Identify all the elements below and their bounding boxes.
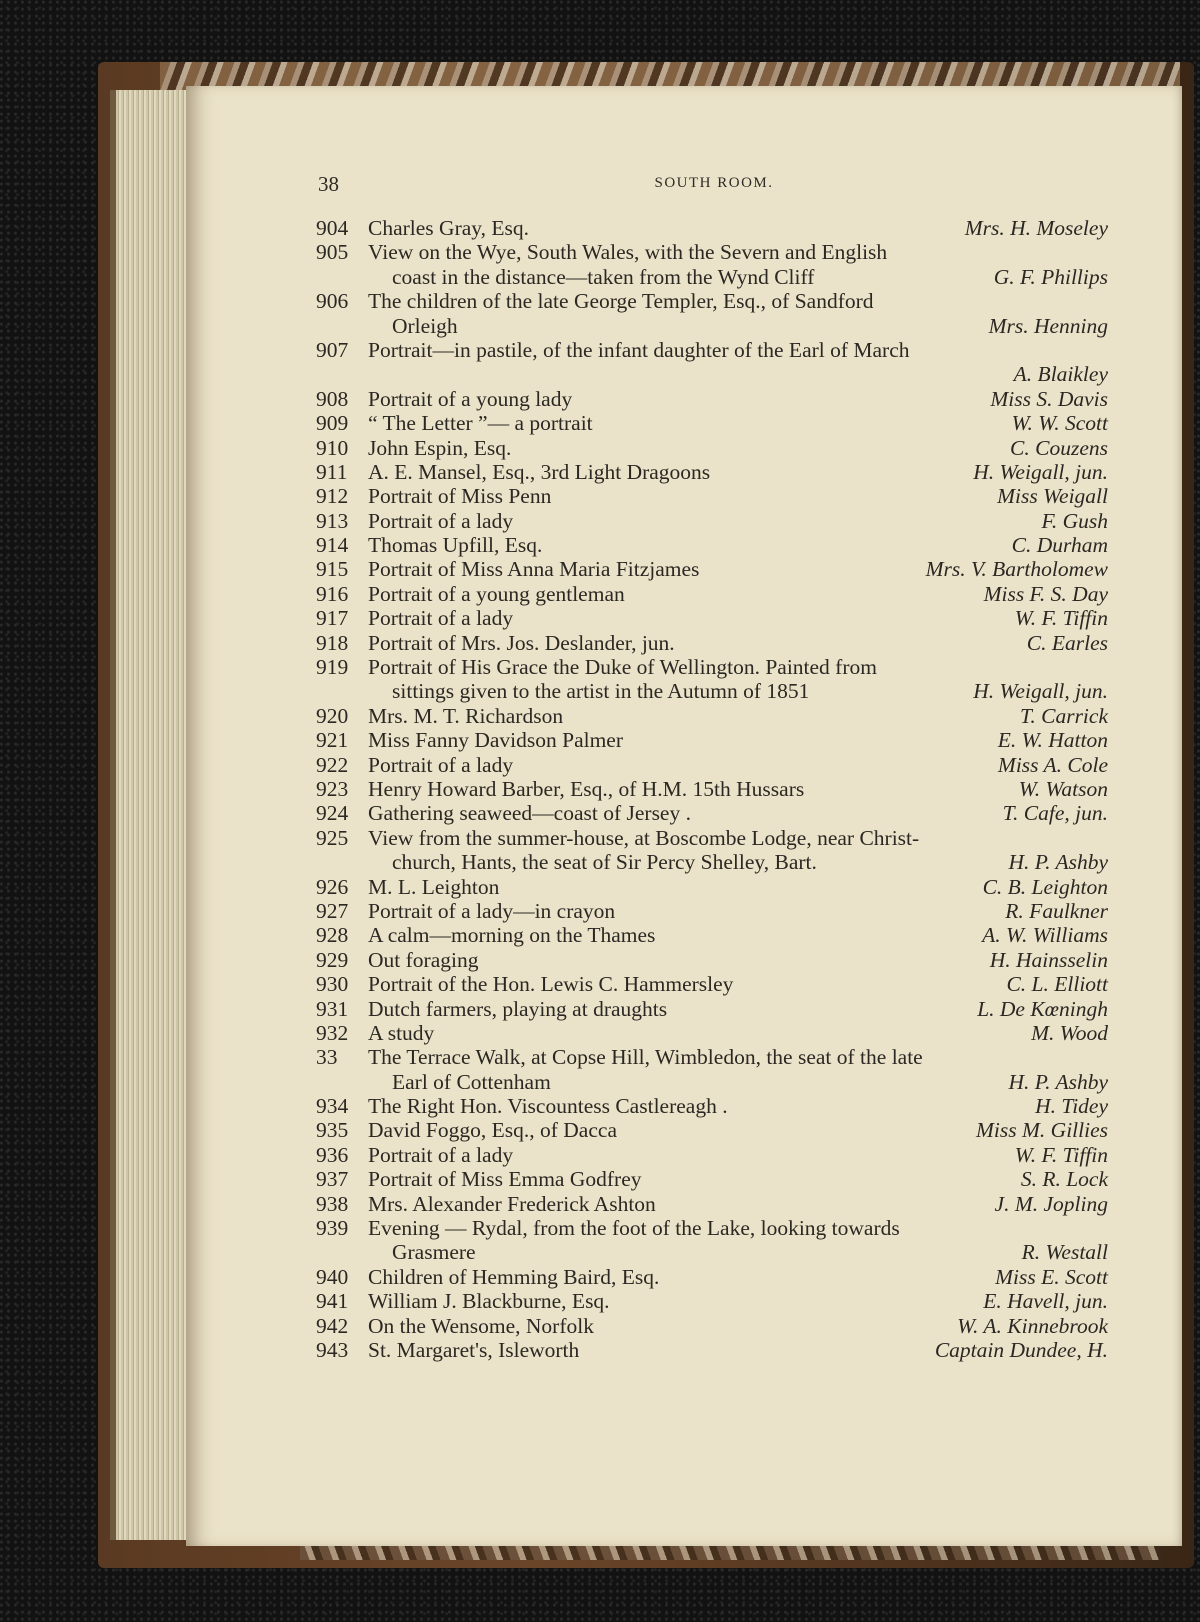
entry-line bbox=[316, 801, 1108, 825]
entry-title: Portrait of Miss Penn bbox=[368, 484, 552, 509]
entry-artist: F. Gush bbox=[1041, 508, 1108, 533]
entry-title: The Terrace Walk, at Copse Hill, Wimbledon, the seat of the late bbox=[368, 1045, 923, 1070]
entry-title: John Espin, Esq. bbox=[368, 435, 512, 460]
entry-number: 927 bbox=[316, 898, 349, 923]
entry-artist: W. F. Tiffin bbox=[1014, 606, 1108, 631]
entry-artist: Miss S. Davis bbox=[990, 386, 1108, 411]
entry-number: 917 bbox=[316, 606, 349, 631]
entry-line bbox=[316, 265, 1108, 289]
entry-number: 33 bbox=[316, 1045, 338, 1070]
entry-artist: H. Tidey bbox=[1035, 1094, 1108, 1119]
entry-number: 934 bbox=[316, 1094, 349, 1119]
entry-line bbox=[316, 1070, 1108, 1094]
entry-number: 915 bbox=[316, 557, 349, 582]
entry-line bbox=[316, 216, 1108, 240]
entry-line bbox=[316, 655, 1108, 679]
entry-artist: Mrs. Henning bbox=[988, 313, 1108, 338]
entry-number: 907 bbox=[316, 337, 349, 362]
entry-number: 909 bbox=[316, 411, 349, 436]
entry-title: Mrs. M. T. Richardson bbox=[368, 703, 564, 728]
entry-artist: L. De Kœningh bbox=[977, 996, 1108, 1021]
entry-line bbox=[316, 582, 1108, 606]
entry-line bbox=[316, 875, 1108, 899]
entry-title: The Right Hon. Viscountess Castlereagh . bbox=[368, 1094, 728, 1119]
entry-number: 911 bbox=[316, 459, 348, 484]
entry-title: A. E. Mansel, Esq., 3rd Light Dragoons bbox=[368, 459, 711, 484]
entry-number: 925 bbox=[316, 825, 349, 850]
entry-number: 921 bbox=[316, 728, 349, 753]
page-edges bbox=[110, 90, 194, 1540]
entry-artist: E. W. Hatton bbox=[997, 728, 1108, 753]
entry-number: 926 bbox=[316, 874, 349, 899]
entry-title: Portrait of the Hon. Lewis C. Hammersley bbox=[368, 972, 734, 997]
entry-title: coast in the distance—taken from the Wynd Cliff bbox=[392, 264, 815, 289]
entry-title: Portrait of a lady bbox=[368, 606, 514, 631]
entry-artist: W. F. Tiffin bbox=[1014, 1142, 1108, 1167]
entry-artist: W. W. Scott bbox=[1011, 411, 1108, 436]
entry-title: Portrait of a young gentleman bbox=[368, 581, 625, 606]
entry-artist: Captain Dundee, H. bbox=[934, 1337, 1108, 1362]
entry-line bbox=[316, 460, 1108, 484]
entry-line bbox=[316, 826, 1108, 850]
entry-artist: C. L. Elliott bbox=[1006, 972, 1108, 997]
entry-line bbox=[316, 1289, 1108, 1313]
entry-artist: T. Cafe, jun. bbox=[1002, 801, 1108, 826]
entry-title: Portrait of a lady bbox=[368, 508, 514, 533]
entry-title: A calm—morning on the Thames bbox=[368, 923, 656, 948]
entry-artist: G. F. Phillips bbox=[993, 264, 1108, 289]
entry-number: 906 bbox=[316, 289, 349, 314]
entry-artist: Miss E. Scott bbox=[995, 1264, 1108, 1289]
entry-title: Portrait of Miss Anna Maria Fitzjames bbox=[368, 557, 700, 582]
entry-title: Portrait of a lady—in crayon bbox=[368, 898, 616, 923]
entry-line bbox=[316, 1143, 1108, 1167]
entry-line bbox=[316, 631, 1108, 655]
entry-number: 941 bbox=[316, 1289, 349, 1314]
entry-number: 930 bbox=[316, 972, 349, 997]
entry-artist: W. Watson bbox=[1018, 776, 1108, 801]
entry-line bbox=[316, 850, 1108, 874]
entry-line bbox=[316, 509, 1108, 533]
entry-line bbox=[316, 411, 1108, 435]
entry-artist: Miss M. Gillies bbox=[976, 1118, 1108, 1143]
entry-title: Portrait—in pastile, of the infant daughter of the Earl of March bbox=[368, 337, 910, 362]
entry-title: Portrait of a lady bbox=[368, 1142, 514, 1167]
entry-title: Evening — Rydal, from the foot of the Lake, looking towards bbox=[368, 1216, 900, 1241]
entry-title: Grasmere bbox=[392, 1240, 476, 1265]
entry-line bbox=[316, 1216, 1108, 1240]
entry-number: 931 bbox=[316, 996, 349, 1021]
catalogue-entries bbox=[316, 216, 1108, 1362]
entry-line bbox=[316, 1240, 1108, 1264]
entry-line bbox=[316, 362, 1108, 386]
entry-line bbox=[316, 606, 1108, 630]
entry-title: Miss Fanny Davidson Palmer bbox=[368, 728, 624, 753]
entry-title: Dutch farmers, playing at draughts bbox=[368, 996, 668, 1021]
entry-number: 913 bbox=[316, 508, 349, 533]
entry-line bbox=[316, 387, 1108, 411]
entry-artist: J. M. Jopling bbox=[994, 1191, 1108, 1216]
entry-title: Out foraging bbox=[368, 947, 479, 972]
entry-number: 942 bbox=[316, 1313, 349, 1338]
entry-line bbox=[316, 1314, 1108, 1338]
entry-line bbox=[316, 1094, 1108, 1118]
entry-number: 922 bbox=[316, 752, 349, 777]
entry-artist: Mrs. H. Moseley bbox=[964, 216, 1108, 240]
entry-artist: R. Faulkner bbox=[1005, 898, 1108, 923]
entry-title: M. L. Leighton bbox=[368, 874, 500, 899]
entry-number: 939 bbox=[316, 1216, 349, 1241]
entry-line bbox=[316, 1021, 1108, 1045]
entry-number: 905 bbox=[316, 240, 349, 265]
entry-line bbox=[316, 704, 1108, 728]
entry-artist: H. P. Ashby bbox=[1008, 1069, 1108, 1094]
entry-line bbox=[316, 289, 1108, 313]
entry-number: 943 bbox=[316, 1337, 349, 1362]
entry-title: Portrait of Mrs. Jos. Deslander, jun. bbox=[368, 630, 675, 655]
entry-artist: R. Westall bbox=[1021, 1240, 1108, 1265]
entry-title: church, Hants, the seat of Sir Percy Shelley, Bart. bbox=[392, 850, 817, 875]
entry-artist: H. Hainsselin bbox=[989, 947, 1108, 972]
entry-artist: C. Durham bbox=[1011, 533, 1108, 558]
entry-title: Portrait of a young lady bbox=[368, 386, 573, 411]
entry-line bbox=[316, 1118, 1108, 1142]
entry-line bbox=[316, 728, 1108, 752]
entry-number: 929 bbox=[316, 947, 349, 972]
entry-artist: H. P. Ashby bbox=[1008, 850, 1108, 875]
entry-artist: Mrs. V. Bartholomew bbox=[925, 557, 1108, 582]
entry-title: Portrait of Miss Emma Godfrey bbox=[368, 1167, 642, 1192]
entry-title: William J. Blackburne, Esq. bbox=[368, 1289, 610, 1314]
entry-number: 918 bbox=[316, 630, 349, 655]
entry-number: 916 bbox=[316, 581, 349, 606]
entry-line bbox=[316, 533, 1108, 557]
entry-title: View on the Wye, South Wales, with the Severn and English bbox=[368, 240, 888, 265]
entry-number: 936 bbox=[316, 1142, 349, 1167]
entry-line bbox=[316, 314, 1108, 338]
entry-line bbox=[316, 753, 1108, 777]
entry-line bbox=[316, 1045, 1108, 1069]
entry-line bbox=[316, 484, 1108, 508]
entry-number: 937 bbox=[316, 1167, 349, 1192]
entry-number: 908 bbox=[316, 386, 349, 411]
entry-title: On the Wensome, Norfolk bbox=[368, 1313, 594, 1338]
entry-artist: Miss F. S. Day bbox=[983, 581, 1108, 606]
entry-artist: H. Weigall, jun. bbox=[973, 679, 1108, 704]
entry-number: 904 bbox=[316, 216, 349, 240]
entry-artist: Miss A. Cole bbox=[997, 752, 1108, 777]
entry-line bbox=[316, 923, 1108, 947]
entry-title: A study bbox=[368, 1020, 435, 1045]
entry-line bbox=[316, 240, 1108, 264]
entry-artist: C. Couzens bbox=[1010, 435, 1108, 460]
entry-line bbox=[316, 899, 1108, 923]
entry-artist: C. Earles bbox=[1026, 630, 1108, 655]
entry-number: 938 bbox=[316, 1191, 349, 1216]
entry-title: “ The Letter ”— a portrait bbox=[368, 411, 593, 436]
entry-title: St. Margaret's, Isleworth bbox=[368, 1337, 580, 1362]
page-number: 38 bbox=[318, 172, 339, 196]
entry-title: sittings given to the artist in the Autumn of 1851 bbox=[392, 679, 810, 704]
entry-title: David Foggo, Esq., of Dacca bbox=[368, 1118, 617, 1143]
entry-title: Thomas Upfill, Esq. bbox=[368, 533, 543, 558]
entry-line bbox=[316, 948, 1108, 972]
running-head: SOUTH ROOM. bbox=[654, 175, 774, 191]
entry-number: 910 bbox=[316, 435, 349, 460]
entry-line bbox=[316, 1338, 1108, 1362]
entry-line bbox=[316, 338, 1108, 362]
entry-number: 940 bbox=[316, 1264, 349, 1289]
entry-title: View from the summer-house, at Boscombe Lodge, near Christ- bbox=[368, 825, 920, 850]
entry-artist: H. Weigall, jun. bbox=[973, 459, 1108, 484]
entry-title: Charles Gray, Esq. bbox=[368, 216, 530, 240]
entry-artist: M. Wood bbox=[1031, 1020, 1108, 1045]
entry-number: 912 bbox=[316, 484, 349, 509]
entry-number: 919 bbox=[316, 655, 349, 680]
entry-artist: C. B. Leighton bbox=[982, 874, 1108, 899]
entry-title: Portrait of His Grace the Duke of Wellington. Painted from bbox=[368, 655, 877, 680]
entry-title: Gathering seaweed—coast of Jersey . bbox=[368, 801, 691, 826]
entry-number: 932 bbox=[316, 1020, 349, 1045]
entry-number: 920 bbox=[316, 703, 349, 728]
entry-artist: T. Carrick bbox=[1020, 703, 1108, 728]
entry-line bbox=[316, 972, 1108, 996]
entry-line bbox=[316, 777, 1108, 801]
entry-title: Mrs. Alexander Frederick Ashton bbox=[368, 1191, 656, 1216]
entry-line bbox=[316, 1265, 1108, 1289]
entry-artist: A. Blaikley bbox=[1013, 362, 1108, 387]
entry-title: Orleigh bbox=[392, 313, 458, 338]
entry-artist: W. A. Kinnebrook bbox=[957, 1313, 1108, 1338]
entry-number: 914 bbox=[316, 533, 349, 558]
entry-number: 924 bbox=[316, 801, 349, 826]
entry-artist: E. Havell, jun. bbox=[983, 1289, 1108, 1314]
entry-line bbox=[316, 997, 1108, 1021]
entry-line bbox=[316, 1192, 1108, 1216]
entry-title: Earl of Cottenham bbox=[392, 1069, 551, 1094]
entry-title: Children of Hemming Baird, Esq. bbox=[368, 1264, 660, 1289]
entry-title: Portrait of a lady bbox=[368, 752, 514, 777]
entry-artist: Miss Weigall bbox=[997, 484, 1108, 509]
entry-line bbox=[316, 557, 1108, 581]
entry-line bbox=[316, 679, 1108, 703]
entry-number: 935 bbox=[316, 1118, 349, 1143]
entry-artist: A. W. Williams bbox=[982, 923, 1108, 948]
page-header bbox=[318, 172, 1110, 198]
entry-artist: S. R. Lock bbox=[1020, 1167, 1108, 1192]
entry-number: 928 bbox=[316, 923, 349, 948]
entry-line bbox=[316, 436, 1108, 460]
entry-title: Henry Howard Barber, Esq., of H.M. 15th Hussars bbox=[368, 776, 805, 801]
entry-title: The children of the late George Templer, Esq., of Sandford bbox=[368, 289, 874, 314]
entry-number: 923 bbox=[316, 776, 349, 801]
entry-line bbox=[316, 1167, 1108, 1191]
